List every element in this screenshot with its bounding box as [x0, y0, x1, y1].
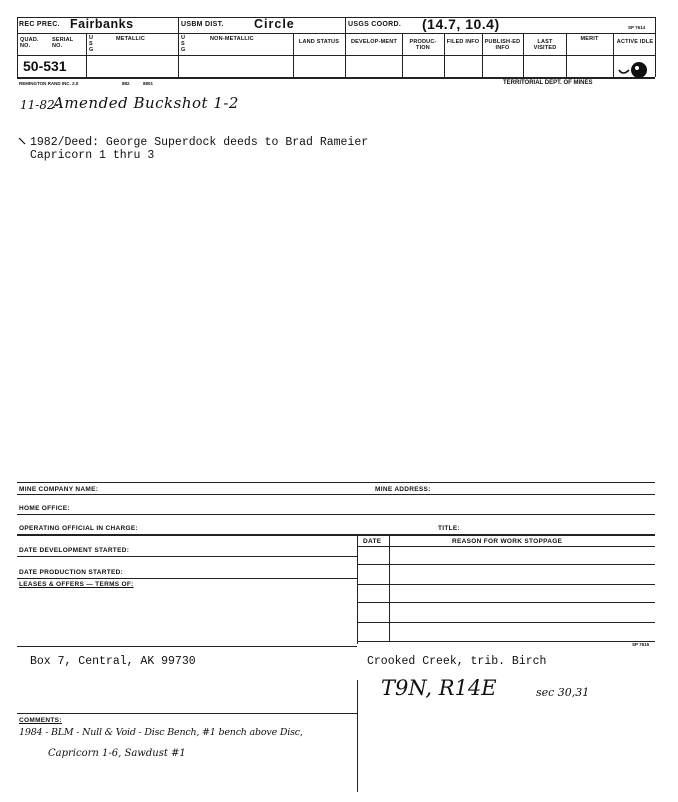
leases-label: LEASES & OFFERS — TERMS OF: — [19, 581, 134, 588]
typed-line-2: Capricorn 1 thru 3 — [30, 149, 155, 162]
form-code-2: SP 7615 — [632, 642, 650, 647]
usbm-dist-label: USBM DIST. — [181, 21, 224, 28]
metallic-label: METALLIC — [116, 36, 145, 42]
rec-prec-value: Fairbanks — [70, 17, 134, 31]
development-label: DEVELOP-MENT — [350, 39, 398, 45]
typed-line-1: 1982/Deed: George Superdock deeds to Brad Rameier — [30, 136, 369, 149]
usg-nonmetallic-marker: U S G — [181, 35, 186, 53]
address-value: Box 7, Central, AK 99730 — [30, 655, 196, 668]
township-value: T9N, R14E — [381, 676, 497, 700]
handwritten-title: Amended Buckshot 1-2 — [53, 94, 239, 112]
quad-no-label: QUAD. NO. — [20, 37, 39, 49]
published-info-label: PUBLISH-ED INFO — [484, 39, 521, 51]
usgs-coord-value: (14.7, 10.4) — [422, 16, 500, 32]
mine-address-label: MINE ADDRESS: — [375, 486, 431, 493]
handwritten-date: 11-82- — [20, 98, 59, 112]
home-office-label: HOME OFFICE: — [19, 505, 70, 512]
last-visited-label: LAST VISITED — [533, 39, 557, 51]
section-value: sec 30,31 — [536, 686, 590, 699]
reason-label: REASON FOR WORK STOPPAGE — [452, 538, 563, 545]
active-idle-label: ACTIVE IDLE — [616, 39, 654, 45]
merit-label: MERIT — [580, 36, 599, 42]
location-value: Crooked Creek, trib. Birch — [367, 655, 547, 668]
quad-serial-value: 50-531 — [23, 58, 67, 74]
nonmetallic-label: NON-METALLIC — [210, 36, 254, 42]
usbm-dist-value: Circle — [254, 17, 295, 31]
rec-prec-label: REC PREC. — [19, 21, 60, 28]
ink-blot-icon — [617, 58, 649, 80]
comment-line-1: 1984 - BLM - Null & Void - Disc Bench, #1 bench above Disc, — [19, 727, 303, 738]
form-code: SP 7614 — [628, 25, 646, 30]
printer-code-2: 8801 — [143, 81, 154, 86]
territorial-note: TERRITORIAL DEPT. OF MINES — [503, 80, 593, 86]
date-label: DATE — [363, 538, 382, 545]
land-status-label: LAND STATUS — [298, 39, 340, 45]
filed-info-label: FILED INFO — [446, 39, 480, 45]
serial-no-label: SERIAL NO. — [52, 37, 74, 49]
usgs-coord-label: USGS COORD. — [348, 21, 402, 28]
title-label: TITLE: — [438, 525, 461, 532]
printer-note: REMINGTON RAND INC. 2.0 — [19, 81, 79, 86]
printer-code-1: 882 — [122, 81, 130, 86]
comment-line-2: Capricorn 1-6, Sawdust #1 — [48, 748, 186, 759]
date-development-label: DATE DEVELOPMENT STARTED: — [19, 547, 130, 554]
usg-metallic-marker: U S G — [89, 35, 94, 53]
mine-company-label: MINE COMPANY NAME: — [19, 486, 99, 493]
operating-official-label: OPERATING OFFICIAL IN CHARGE: — [19, 525, 138, 532]
production-label: PRODUC-TION — [409, 39, 437, 51]
date-production-label: DATE PRODUCTION STARTED: — [19, 569, 124, 576]
comments-label: COMMENTS: — [19, 717, 62, 724]
